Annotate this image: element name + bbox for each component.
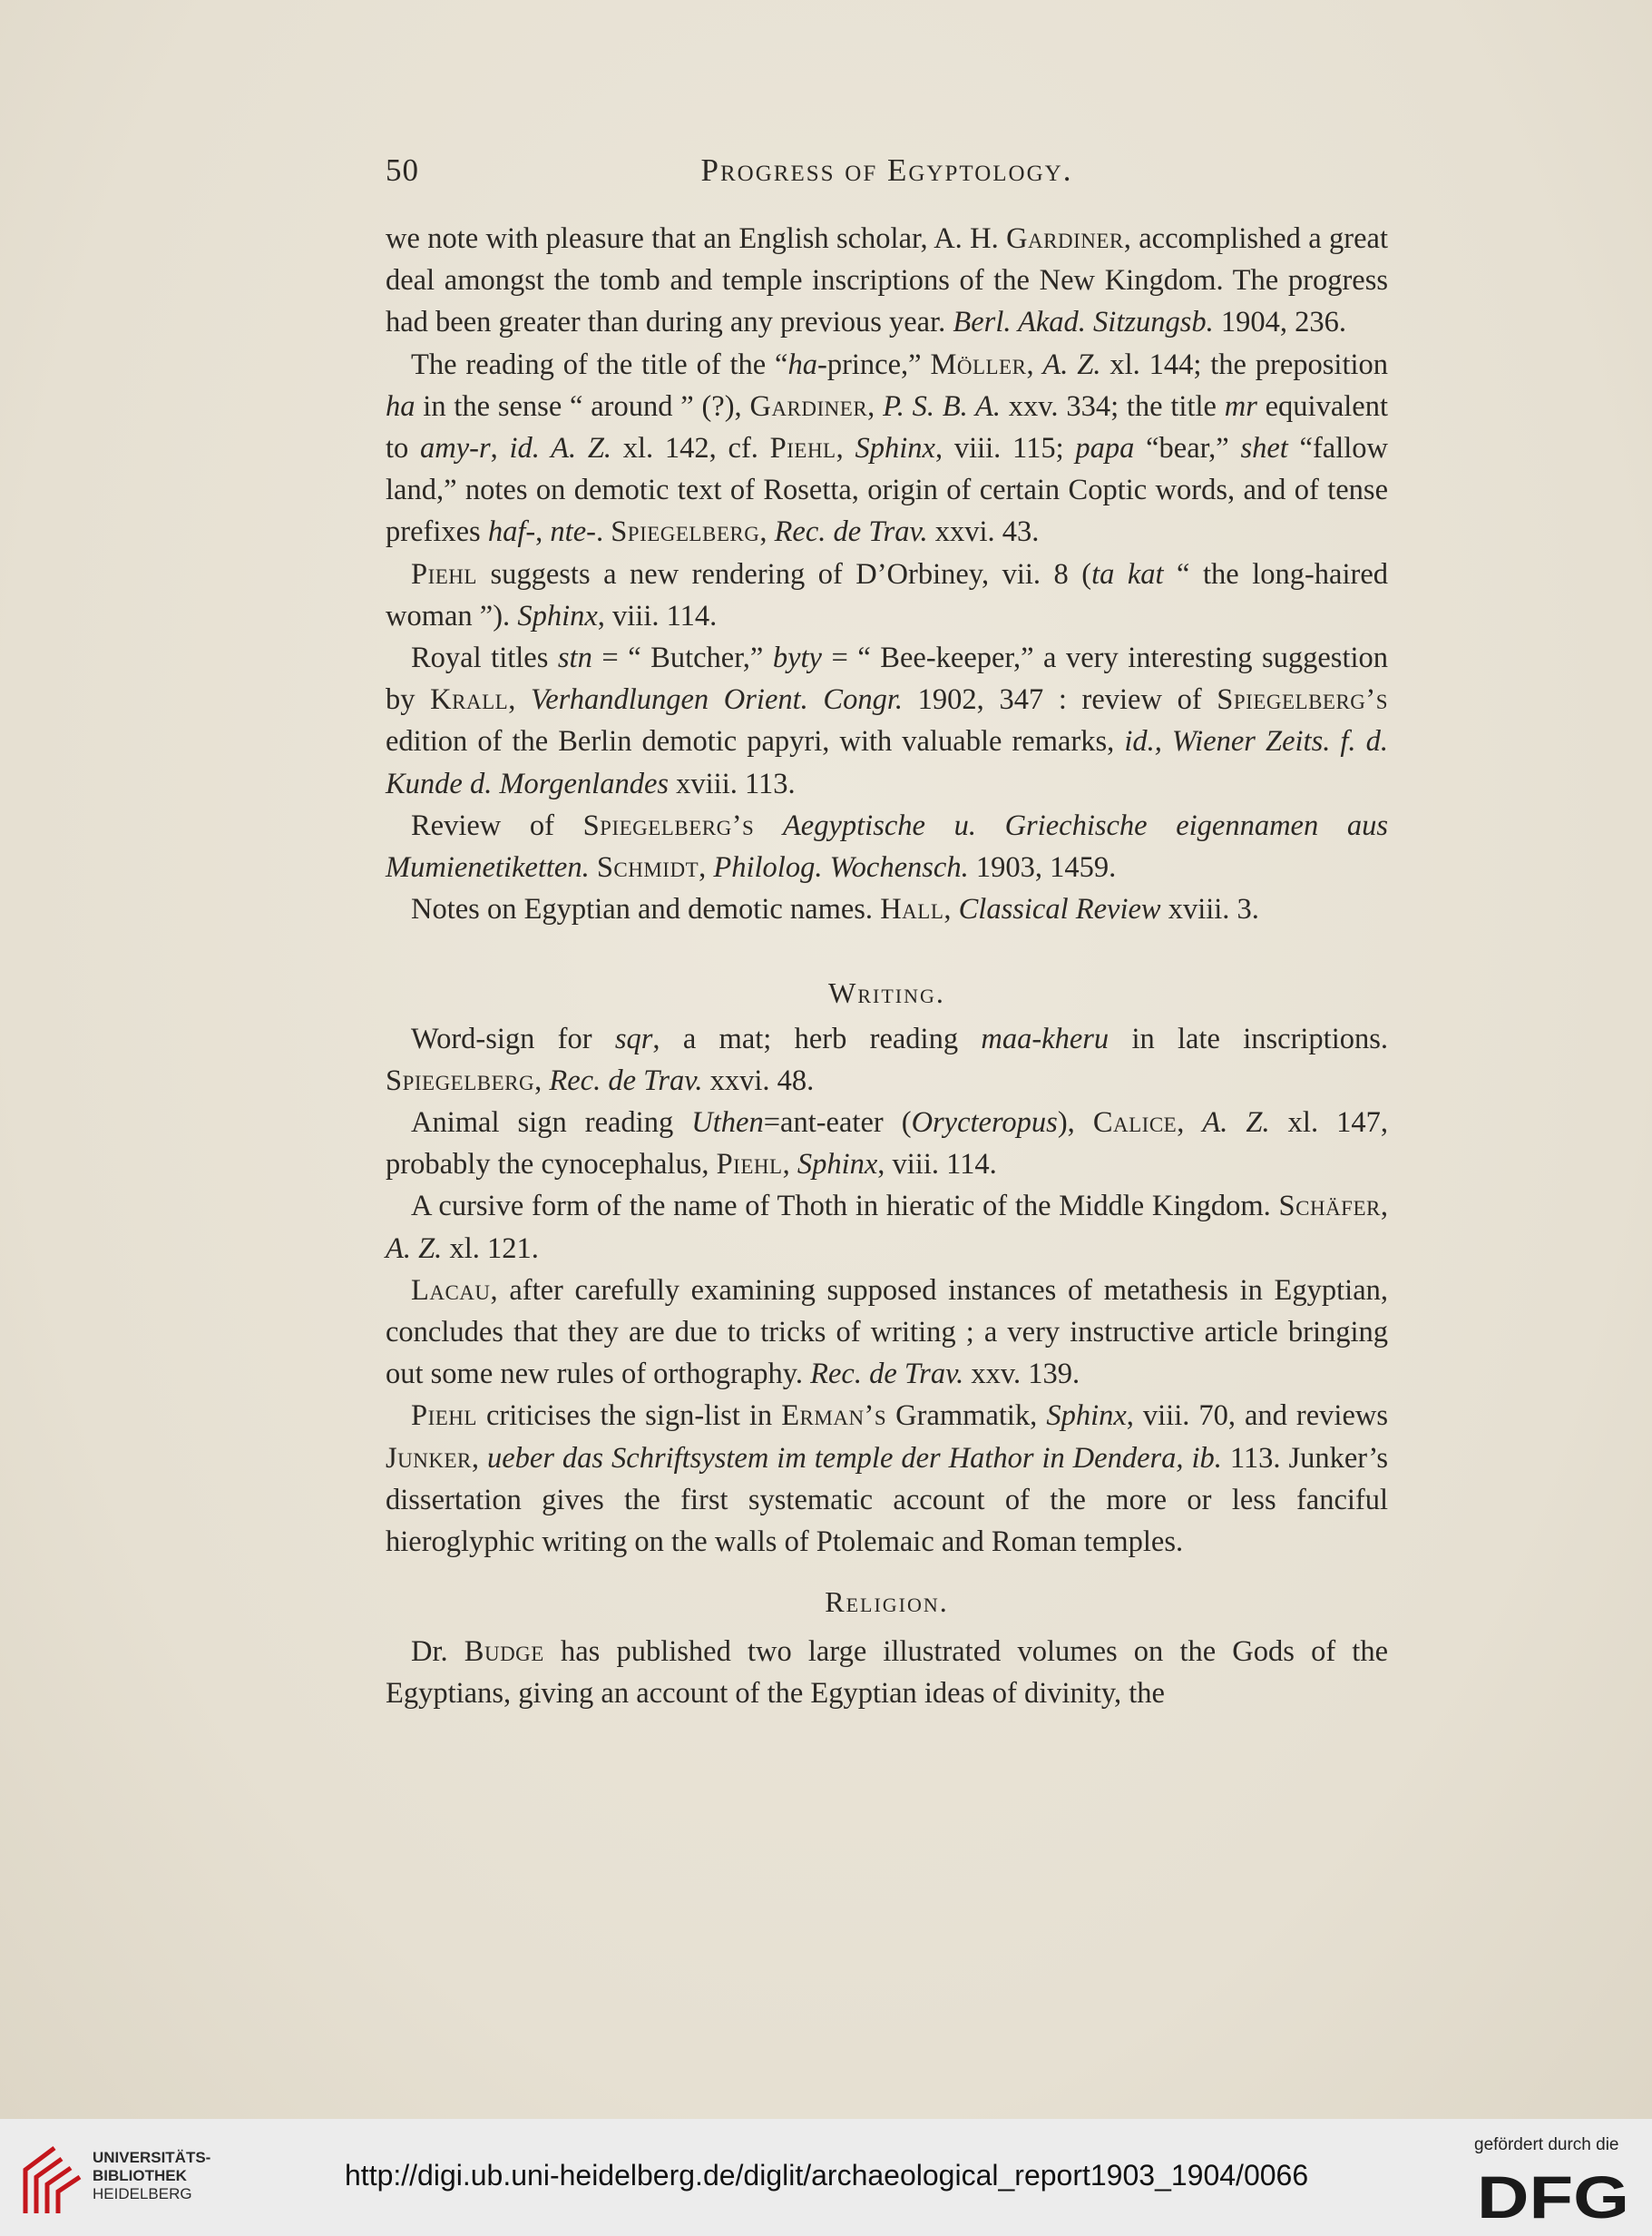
paragraph-7: Word-sign for sqr, a mat; herb reading maa-kheru in late inscriptions. Spiegelberg, Rec. de Trav. xxvi. 48. [386,1022,1389,1097]
paragraph-3: Piehl suggests a new rendering of D’Orbiney, vii. 8 (ta kat “ the long-haired woman ”). Sphinx, viii. 114. [386,557,1388,633]
page-number: 50 [386,152,419,188]
paragraph-4: Royal titles stn = “ Butcher,” byty = “ Bee-keeper,” a very interesting suggestion by Krall, Verhandlungen Orient. Congr. 1902, 347 : review of Spiegelberg’s edition of the Berlin demotic papyri, with valuable remarks, id., Wiener Zeits. f. d. Kunde d. Morgenlandes xviii. 113. [386,642,1389,800]
funded-by-label: gefördert durch die [1474,2135,1619,2154]
paragraph-11: Piehl criticises the sign-list in Erman’s Grammatik, Sphinx, viii. 70, and reviews Junker, ueber das Schriftsystem im temple der Hathor in Dendera, ib. 113. Junker’s dissertation gives the first systematic account of the more or less fanciful hieroglyphic writing on the walls of Ptolemaic and Roman temples. [386,1399,1388,1559]
paragraph-12: Dr. Budge has published two large illustrated volumes on the Gods of the Egyptians, giving an account of the Egyptian ideas of divinity, the [386,1634,1388,1710]
paragraph-1: we note with pleasure that an English scholar, A. H. Gardiner, accomplished a great deal amongst the tomb and temple inscriptions of the New Kingdom. The progress had been greater than during any previous year. Berl. Akad. Sitzungsb. 1904, 236. [386,222,1388,339]
library-name: UNIVERSITÄTS- BIBLIOTHEK HEIDELBERG [93,2149,211,2202]
paragraph-6: Notes on Egyptian and demotic names. Hall, Classical Review xviii. 3. [411,893,1259,927]
paragraph-2: The reading of the title of the “ha-prince,” Möller, A. Z. xl. 144; the preposition ha in the sense “ around ” (?), Gardiner, P. S. B. A. xxv. 334; the title mr equivalent to amy-r, id. A. Z. xl. 142, cf. Piehl, Sphinx, viii. 115; papa “bear,” shet “fallow land,” notes on demotic text of Rosetta, origin of certain Coptic words, and of tense prefixes haf-, nte-. Spiegelberg, Rec. de Trav. xxvi. 43. [386,348,1389,549]
dfg-logo [1477,2169,1631,2221]
permalink-url[interactable]: http://digi.ub.uni-heidelberg.de/diglit/archaeological_report1903_1904/0066 [345,2159,1309,2192]
section-heading-religion: Religion. [825,1585,949,1619]
running-head [386,152,1388,198]
paragraph-10: Lacau, after carefully examining supposed instances of metathesis in Egyptian, concludes that they are due to tricks of writing ; a very instructive article bringing out some new rules of orthography. Rec. de Trav. xxv. 139. [386,1273,1388,1391]
paragraph-5: Review of Spiegelberg’s Aegyptische u. Griechische eigennamen aus Mumienetiketten. Schmidt, Philolog. Wochensch. 1903, 1459. [386,809,1388,885]
paragraph-9: A cursive form of the name of Thoth in hieratic of the Middle Kingdom. Schäfer, A. Z. xl. 121. [386,1190,1388,1265]
university-library-logo-icon [18,2137,85,2217]
dfg-logo-text: DFG [1477,2169,1629,2221]
section-heading-writing: Writing. [828,976,945,1010]
running-title: Progress of Egyptology. [700,152,1073,188]
viewer-footer [0,2119,1652,2236]
paragraph-8: Animal sign reading Uthen=ant-eater (Orycteropus), Calice, A. Z. xl. 147, probably the cynocephalus, Piehl, Sphinx, viii. 114. [386,1106,1388,1182]
body-text [386,218,1388,1714]
